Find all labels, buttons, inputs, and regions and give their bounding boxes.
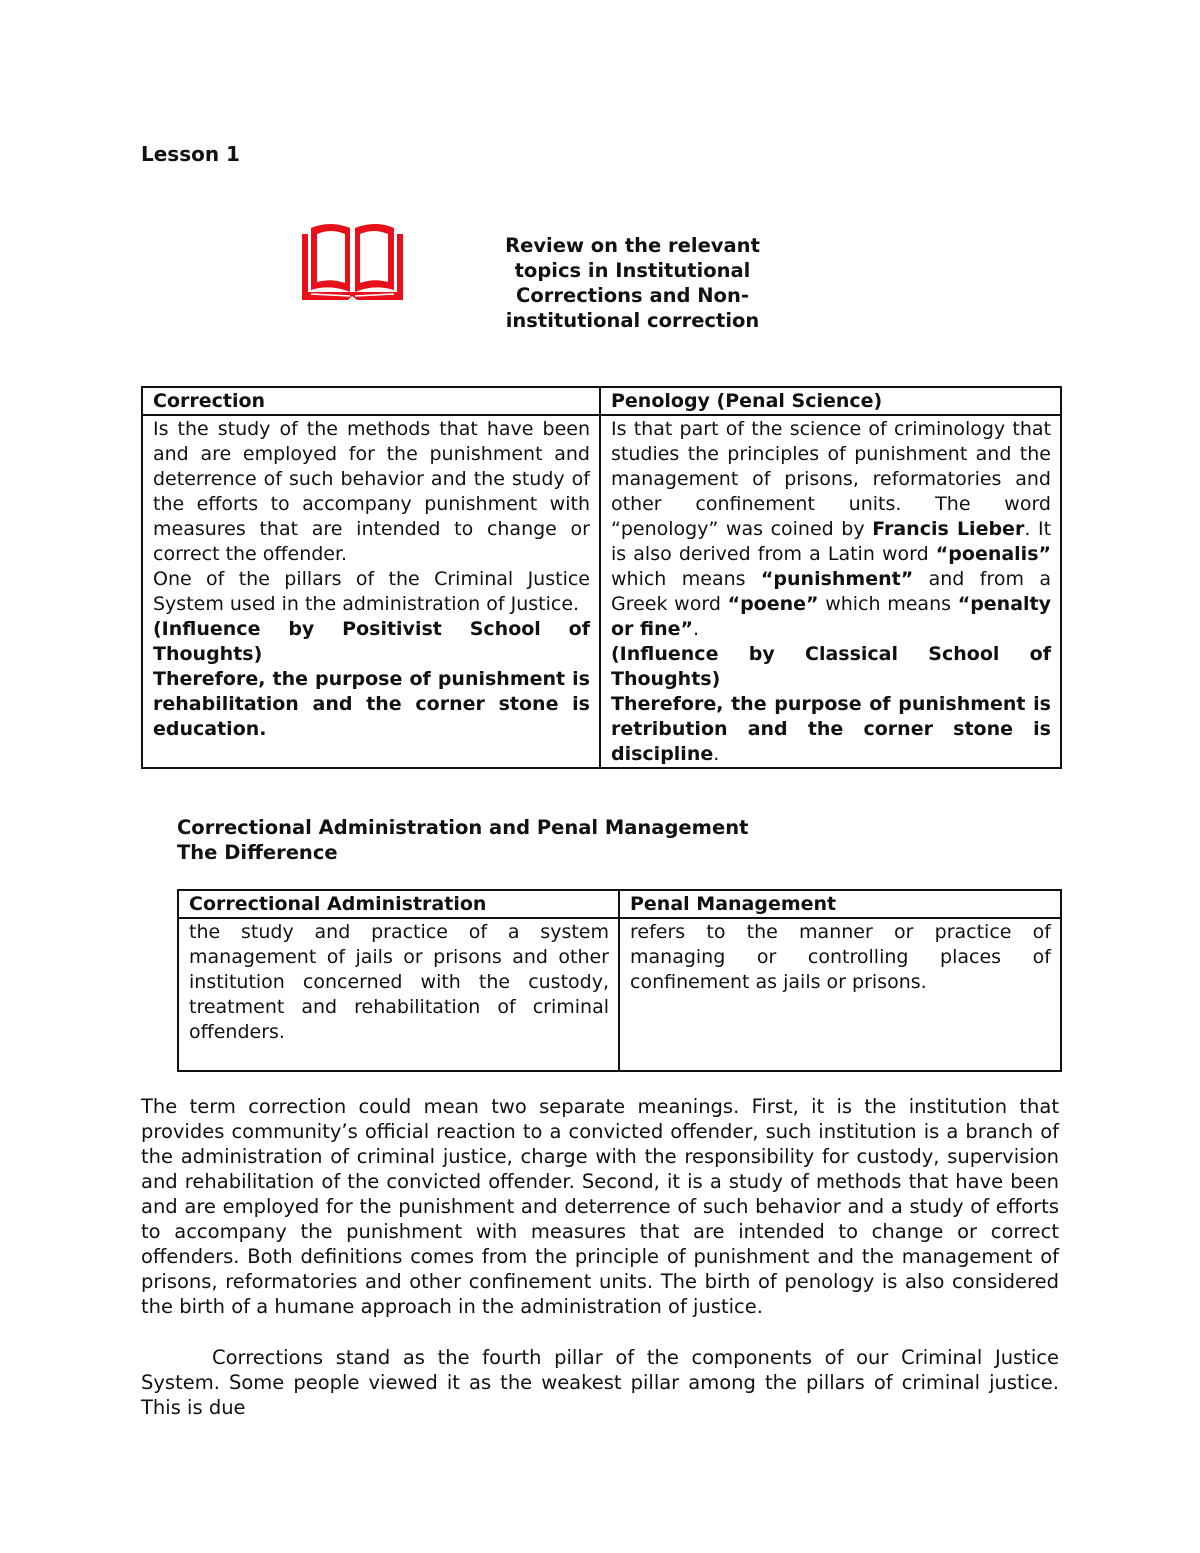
correction-definition: Is the study of the methods that have been and are employed for the punishment and deterrence of such behavior and the study of the efforts to accompany punishment with measures that are intended to change or correct the offender. bbox=[153, 418, 590, 565]
body-paragraph: Corrections stand as the fourth pillar of the components of our Criminal Justice System. Some people viewed it as the weakest pillar among the pillars of criminal justice. This is due bbox=[141, 1346, 1059, 1419]
penology-cell bbox=[600, 415, 1061, 768]
correctional-administration-cell: the study and practice of a system management of jails or prisons and other institution concerned with the custody, treatment and rehabilitation of criminal offenders. bbox=[178, 918, 619, 1071]
penology-purpose bbox=[611, 692, 1051, 767]
term-punishment: “punishment” bbox=[760, 568, 914, 590]
penal-management-cell: refers to the manner or practice of managing or controlling places of confinement as jails or prisons. bbox=[619, 918, 1061, 1071]
francis-lieber: Francis Lieber bbox=[872, 518, 1025, 540]
correction-influence: (Influence by Positivist School of Thoughts) bbox=[153, 618, 590, 665]
body-paragraph: The term correction could mean two separate meanings. First, it is the institution that provides community’s official reaction to a convicted offender, such institution is a branch of the administration of criminal justice, charge with the responsibility for custody, supervision and rehabilitation of the convicted offender. Second, it is a study of methods that have been and are employed for the punishment and deterrence of such behavior and a study of efforts to accompany the punishment with measures that are intended to change or correct offenders. Both definitions comes from the principle of punishment and the management of prisons, reformatories and other confinement units. The birth of penology is also considered the birth of a humane approach in the administration of justice. bbox=[141, 1095, 1059, 1318]
correction-pillar-text: One of the pillars of the Criminal Justice System used in the administration of Justice. bbox=[153, 568, 590, 615]
penology-influence: (Influence by Classical School of Thoughts) bbox=[611, 643, 1051, 690]
penology-definition bbox=[611, 417, 1051, 642]
text-run: which means bbox=[818, 593, 958, 615]
correction-header: Correction bbox=[142, 387, 600, 415]
review-title bbox=[480, 233, 785, 333]
review-title-line: institutional correction bbox=[505, 309, 760, 332]
text-run: Is that part of the science of criminology that studies the principles of punishment and the management of prisons, reformatories and other confinement units. The word “penology” was coined by bbox=[611, 418, 1051, 540]
term-penalty-or-fine: “penalty or fine” bbox=[611, 593, 1052, 640]
review-title-line: Review on the relevant bbox=[505, 234, 760, 257]
red-open-book-icon bbox=[300, 220, 405, 302]
review-title-line: topics in Institutional bbox=[514, 259, 751, 282]
correction-purpose: Therefore, the purpose of punishment is rehabilitation and the corner stone is education. bbox=[153, 668, 590, 740]
section-subtitle: The Difference bbox=[177, 841, 338, 864]
text-run: which means bbox=[611, 568, 761, 590]
section-title: Correctional Administration and Penal Management bbox=[177, 816, 749, 839]
section-heading bbox=[177, 815, 748, 865]
term-poenalis: “poenalis” bbox=[935, 543, 1051, 565]
correction-cell bbox=[142, 415, 600, 768]
text-run: . bbox=[693, 618, 700, 640]
penology-purpose-text: Therefore, the purpose of punishment is retribution and the corner stone is discipline bbox=[611, 693, 1051, 765]
penology-purpose-end: . bbox=[713, 743, 720, 765]
administration-management-table bbox=[177, 889, 1062, 1072]
correction-penology-table bbox=[141, 386, 1062, 769]
review-title-line: Corrections and Non- bbox=[516, 284, 749, 307]
penal-management-header: Penal Management bbox=[619, 890, 1061, 918]
term-poene: “poene” bbox=[727, 593, 819, 615]
text-run: and from a Greek word bbox=[611, 568, 1051, 615]
penology-header: Penology (Penal Science) bbox=[600, 387, 1061, 415]
text-run: . It is also derived from a Latin word bbox=[611, 518, 1052, 565]
lesson-label: Lesson 1 bbox=[141, 142, 240, 166]
correctional-administration-header: Correctional Administration bbox=[178, 890, 619, 918]
